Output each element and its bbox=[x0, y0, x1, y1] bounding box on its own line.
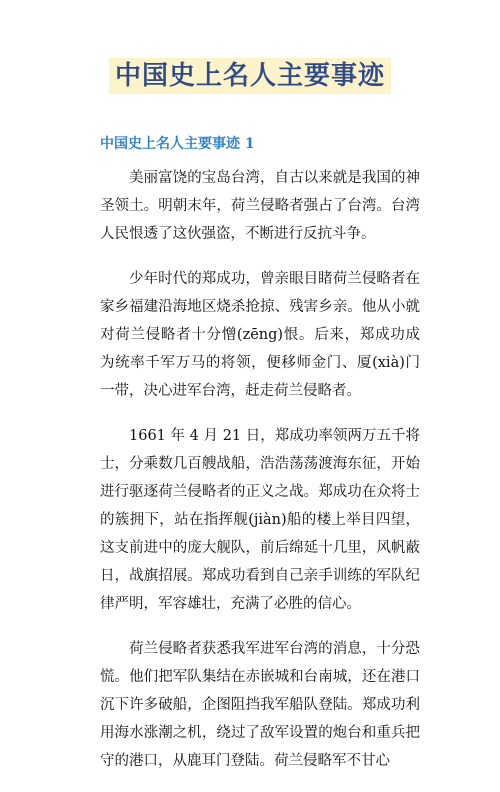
paragraph: 荷兰侵略者获悉我军进军台湾的消息，十分恐慌。他们把军队集结在赤嵌城和台南城，还在港口沉下许多破船，企图阻挡我军船队登陆。郑成功利用海水涨潮之机，绕过了敌军设置的炮台和重兵把守的港口，从鹿耳门登陆。荷兰侵略军不甘心 bbox=[100, 641, 420, 769]
document-title: 中国史上名人主要事迹 bbox=[109, 58, 391, 94]
section-heading: 中国史上名人主要事迹 1 bbox=[100, 136, 255, 152]
paragraph: 少年时代的郑成功，曾亲眼目睹荷兰侵略者在家乡福建沿海地区烧杀抢掠、残害乡亲。他从小就对荷兰侵略者十分憎(zēng)恨。后来，郑成功成为统率千军万马的将领，便移师金门、厦(xià)门一带，决心进军台湾，赶走荷兰侵略者。 bbox=[100, 271, 420, 399]
paragraph: 1661 年 4 月 21 日，郑成功率领两万五千将士，分乘数几百艘战船，浩浩荡荡渡海东征，开始进行驱逐荷兰侵略者的正义之战。郑成功在众将士的簇拥下，站在指挥舰(jiàn)船的楼上举目四望，这支前进中的庞大舰队，前后绵延十几里，风帆蔽日，战旗招展。郑成功看到自己亲手训练的军队纪律严明，军容雄壮，充满了必胜的信心。 bbox=[100, 428, 420, 612]
title-wrap bbox=[0, 58, 500, 94]
article-body bbox=[100, 164, 420, 792]
paragraph: 美丽富饶的宝岛台湾，自古以来就是我国的神圣领土。明朝末年，荷兰侵略者强占了台湾。台湾人民恨透了这伙强盗，不断进行反抗斗争。 bbox=[100, 170, 420, 242]
